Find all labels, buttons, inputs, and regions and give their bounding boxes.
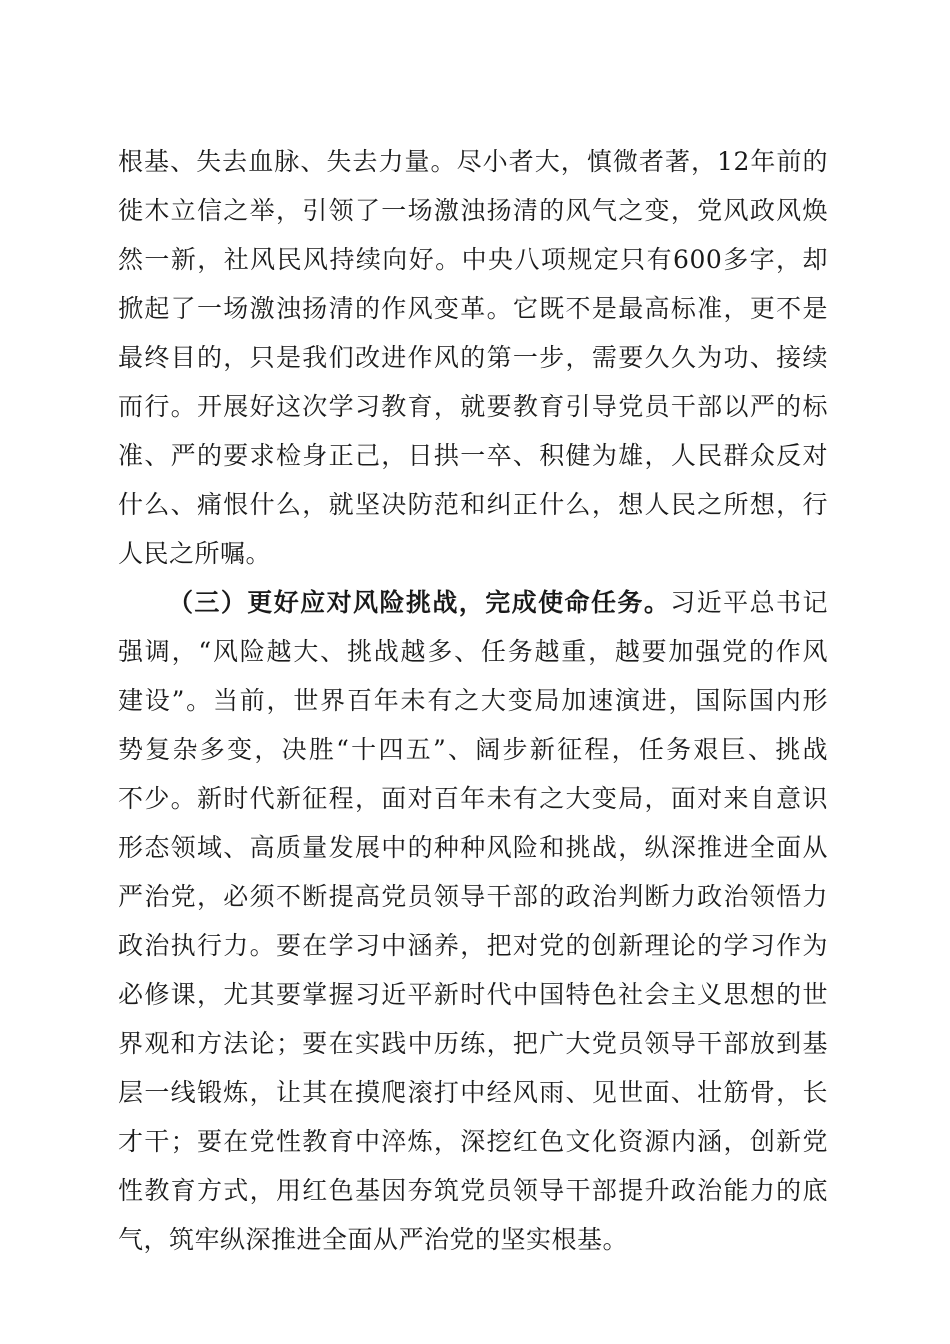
text-line: 强调，“风险越大、挑战越多、任务越重，越要加强党的作风 xyxy=(118,637,828,666)
text-line: 界观和方法论；要在实践中历练，把广大党员领导干部放到基 xyxy=(118,1029,828,1058)
text-line: 人民之所嘱。 xyxy=(118,539,272,568)
paragraph-first-line xyxy=(168,581,828,625)
text-line: 最终目的，只是我们改进作风的第一步，需要久久为功、接续 xyxy=(118,343,828,372)
text-line: 什么、痛恨什么，就坚决防范和纠正什么，想人民之所想，行 xyxy=(118,490,828,519)
text-line: 不少。新时代新征程，面对百年未有之大变局，面对来自意识 xyxy=(118,784,828,813)
text-line: 准、严的要求检身正己，日拱一卒、积健为雄，人民群众反对 xyxy=(118,441,828,470)
text-line: 根基、失去血脉、失去力量。尽小者大，慎微者著，12年前的 xyxy=(118,147,828,176)
text-line: 性教育方式，用红色基因夯筑党员领导干部提升政治能力的底 xyxy=(118,1176,828,1205)
text-line: 层一线锻炼，让其在摸爬滚打中经风雨、见世面、壮筋骨，长 xyxy=(118,1078,828,1107)
text-line: 政治执行力。要在学习中涵养，把对党的创新理论的学习作为 xyxy=(118,931,828,960)
text-line: 严治党，必须不断提高党员领导干部的政治判断力政治领悟力 xyxy=(118,882,828,911)
heading-continuation: 习近平总书记 xyxy=(670,588,828,617)
text-line: 形态领域、高质量发展中的种种风险和挑战，纵深推进全面从 xyxy=(118,833,828,862)
text-line: 而行。开展好这次学习教育，就要教育引导党员干部以严的标 xyxy=(118,392,828,421)
text-line: 徙木立信之举，引领了一场激浊扬清的风气之变，党风政风焕 xyxy=(118,196,828,225)
text-line: 然一新，社风民风持续向好。中央八项规定只有600多字，却 xyxy=(118,245,828,274)
text-line: 才干；要在党性教育中淬炼，深挖红色文化资源内涵，创新党 xyxy=(118,1127,828,1156)
section-heading: （三）更好应对风险挑战，完成使命任务。 xyxy=(168,588,671,617)
text-line: 必修课，尤其要掌握习近平新时代中国特色社会主义思想的世 xyxy=(118,980,828,1009)
text-line: 势复杂多变，决胜“十四五”、阔步新征程，任务艰巨、挑战 xyxy=(118,735,828,764)
text-line: 气，筑牢纵深推进全面从严治党的坚实根基。 xyxy=(118,1225,629,1254)
text-line: 建设”。当前，世界百年未有之大变局加速演进，国际国内形 xyxy=(118,686,828,715)
text-line: 掀起了一场激浊扬清的作风变革。它既不是最高标准，更不是 xyxy=(118,294,828,323)
